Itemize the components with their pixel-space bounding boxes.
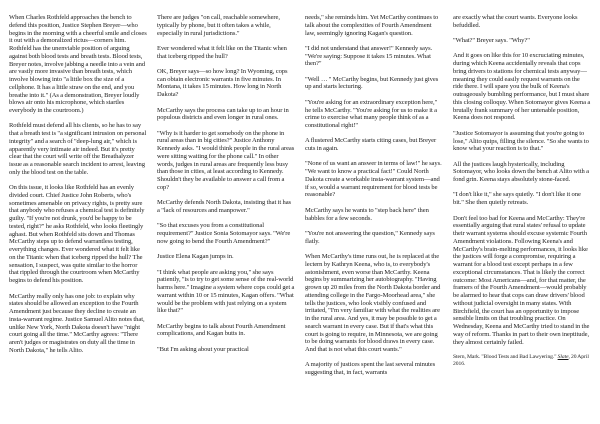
article-paragraph: Don't feel too bad for Keena and McCarthy: They're essentially arguing that rural states' refusal to update their warrant systems should excuse systemic Fourth Amendment violations. Following Keena's and McCarthy's brain-melting performances, it looks like the justices will forge a compromise, requiring a warrant for a blood test except perhaps in a few exceptional circumstances. That is likely the correct outcome: Most Americans—and, for that matter, the framers of the Fourth Amendment—would probably be alarmed to hear that cops can draw drivers' blood without judicial oversight in many states. With Birchfield, the court has an opportunity to impose sensible limits on that troubling practice. On Wednesday, Keena and McCarthy tried to stand in the way of reform. Thanks in part to their own ineptitude, they almost certainly failed. [453,214,590,346]
article-paragraph: McCarthy defends North Dakota, insisting that it has a "lack of resources and manpower." [157,199,292,214]
citation-text: Stern, Mark. "Blood Tests and Bad Lawyering." [453,353,557,360]
article-paragraph: When McCarthy's time runs out, he is replaced at the lectern by Kathryn Keena, who is, to everybody's astonishment, even worse than McCarthy. Keena begins by summarizing her autobiography. "Having grown up 20 miles from the North Dakota border and attending college in the Fargo-Moorhead area," she tells the justices, who look visibly confused and irritated, "I'm very familiar with what the realities are in the rural area. And yes, it may be possible to get a search warrant in every case. But if that's what this court is going to require, in Minnesota, we are going to be doing warrants for blood draws in every case. And that is not what this court wants." [305,253,441,353]
article-paragraph: "I think what people are asking you," she says patiently, "is to try to get some sense of the real-world harms here." Imagine a system where cops could get a warrant within 10 or 15 minutes, Kagan offers. "What would be the problem with just relying on a system like that?" [157,268,295,315]
article-columns [9,14,593,418]
article-paragraph: McCarthy really only has one job: to explain why states should be allowed an exception to the Fourth Amendment just because they decline to create an insta-warrant regime. Justice Samuel Alito notes that, unlike New York, North Dakota doesn't have "night court going all the time." McCarthy agrees: "There aren't judges or magistrates on duty all the time in North Dakota," he tells Alito. [9,292,145,354]
article-paragraph: "You're not answering the question," Kennedy says flatly. [305,229,435,245]
article-paragraph: needs," she reminds him. Yet McCarthy continues to talk about the complexities of Fourth Amendment law, seemingly ignoring Kagan's question. [305,14,439,37]
article-paragraph: "None of us want an answer in terms of law!" he says. "We want to know a practical fact!" Could North Dakota create a workable insta-warrant system—and if so, would a warrant requirement for blood tests be reasonable? [305,160,442,199]
article-column-2 [157,14,295,418]
citation-publication-link[interactable]: Slate [557,353,569,360]
article-paragraph: "I did not understand that answer!" Kennedy says. "We're saying: Suppose it takes 15 minutes. What then?" [305,44,433,68]
article-paragraph: "Why is it harder to get somebody on the phone in rural areas than in big cities?" Justice Anthony Kennedy asks. "I would think people in the rural areas were sitting waiting for the phone call." In other words, judges in rural areas are frequently less busy than those in cities, at least according to Kennedy. Shouldn't they be available to answer a call from a cop? [157,129,295,191]
article-paragraph: "I don't like it," she says quietly. "I don't like it one bit." She then quietly retreats. [453,191,581,207]
article-paragraph: "But I'm asking about your practical [157,345,249,353]
article-paragraph: There are judges "on call, reachable somewhere, typically by phone, but it often takes a while, especially in rural jurisdictions." [157,14,280,37]
article-paragraph: "What?" Breyer says. "Why?" [453,37,530,45]
article-paragraph: When Charles Rothfeld approaches the bench to defend this position, Justice Stephen Breyer—who begins in the morning with a cheerful smile and closes it out with a demoralized rictus—corners him. Rothfeld has the unenviable position of arguing against both blood tests and breath tests. Blood tests, Breyer notes, involve jabbing a needle into a vein and are vastly more invasive than breath tests, which involve blowing into "a little box the size of a cellphone. It has a little straw on the end, and you breathe into it." (As a demonstration, Breyer loudly blows air onto his microphone, which startles everybody in the courtroom.) [9,14,147,114]
article-paragraph: McCarthy says he wants to "step back here" then babbles for a few seconds. [305,206,429,222]
article-column-1 [9,14,147,418]
article-paragraph: are exactly what the court wants. Everyone looks befuddled. [453,14,578,29]
article-column-3 [305,14,443,418]
article-paragraph: Ever wondered what it felt like on the Titanic when that iceberg ripped the hull? [157,44,287,60]
citation-holder [453,354,591,367]
article-paragraph: Justice Elena Kagan jumps in. [157,253,234,261]
article-paragraph: McCarthy says the process can take up to an hour in populous districts and even longer in rural ones. [157,106,289,122]
article-paragraph: McCarthy begins to talk about Fourth Amendment complications, and Kagan butts in. [157,322,286,338]
article-paragraph: A flustered McCarthy starts citing cases, but Breyer cuts in again. [305,137,437,153]
article-paragraph: All the justices laugh hysterically, including Sotomayor, who looks down the bench at Alito with a fond grin. Keena stays absolutely stone-faced. [453,160,589,184]
article-paragraph: "Justice Sotomayor is assuming that you're going to lose," Alito quips, filling the silence. "So she wants to know what your reaction is to that." [453,129,589,153]
article-column-4 [453,14,591,418]
article-paragraph: A majority of justices spent the last several minutes suggesting that, in fact, warrants [305,361,436,377]
citation-date: 20 April 2016. [453,353,589,367]
article-paragraph: OK, Breyer says—so how long? In Wyoming, cops can obtain electronic warrants in five minutes. In Montana, it takes 15 minutes. How long in North Dakota? [157,67,288,99]
article-paragraph: "So that excuses you from a constitutional requirement?" Justice Sonia Sotomayor says. "We're now going to bend the Fourth Amendment?" [157,222,291,245]
article-paragraph: And it goes on like this for 10 excruciating minutes, during which Keena accidentally reveals that cops bring drivers to stations for chemical tests anyway—meaning they could easily request warrants on the ride there. I will spare you the bulk of Keena's outrageously bumbling performance, but I must share this closing colloquy. When Sotomayor gives Keena a brutally frank summary of her untenable position, Keena does not respond. [453,52,591,122]
article-paragraph: On this issue, it looks like Rothfeld has an evenly divided court. Chief Justice John Roberts, who's sometimes amenable on privacy rights, is pretty sure that anybody who refuses a chemical test is definitely guilty. "If you're not drunk, you'd be happy to be tested, right?" he asks Rothfeld, who looks fleetingly aghast. But when Rothfeld sits down and Thomas McCarthy steps up to defend warrantless testing, everything changes. Ever wondered what it felt like on the Titanic when that iceberg ripped the hull? The sensation, I suspect, was quite similar to the horror that rippled through the courtroom when McCarthy begins to defend his position. [9,184,145,285]
article-paragraph: "You're asking for an extraordinary exception here," he tells McCarthy. "You're asking for us to make it a crime to exercise what many people think of as a constitutional right!" [305,98,438,130]
article-paragraph: "Well … " McCarthy begins, but Kennedy just gives up and starts lecturing. [305,75,439,91]
article-paragraph: Rothfeld must defend all his clients, so he has to say that a breath test is "a significant intrusion on personal integrity" and a search of "deep-lung air," which is apparently very intimate air indeed. But it's pretty clear that the court will write off the Breathalyzer issue as a reasonable search incident to arrest, leaving only the blood test on the table. [9,122,147,176]
source-citation: Stern, Mark. "Blood Tests and Bad Lawyering." Slate, 20 April 2016. [453,353,589,367]
